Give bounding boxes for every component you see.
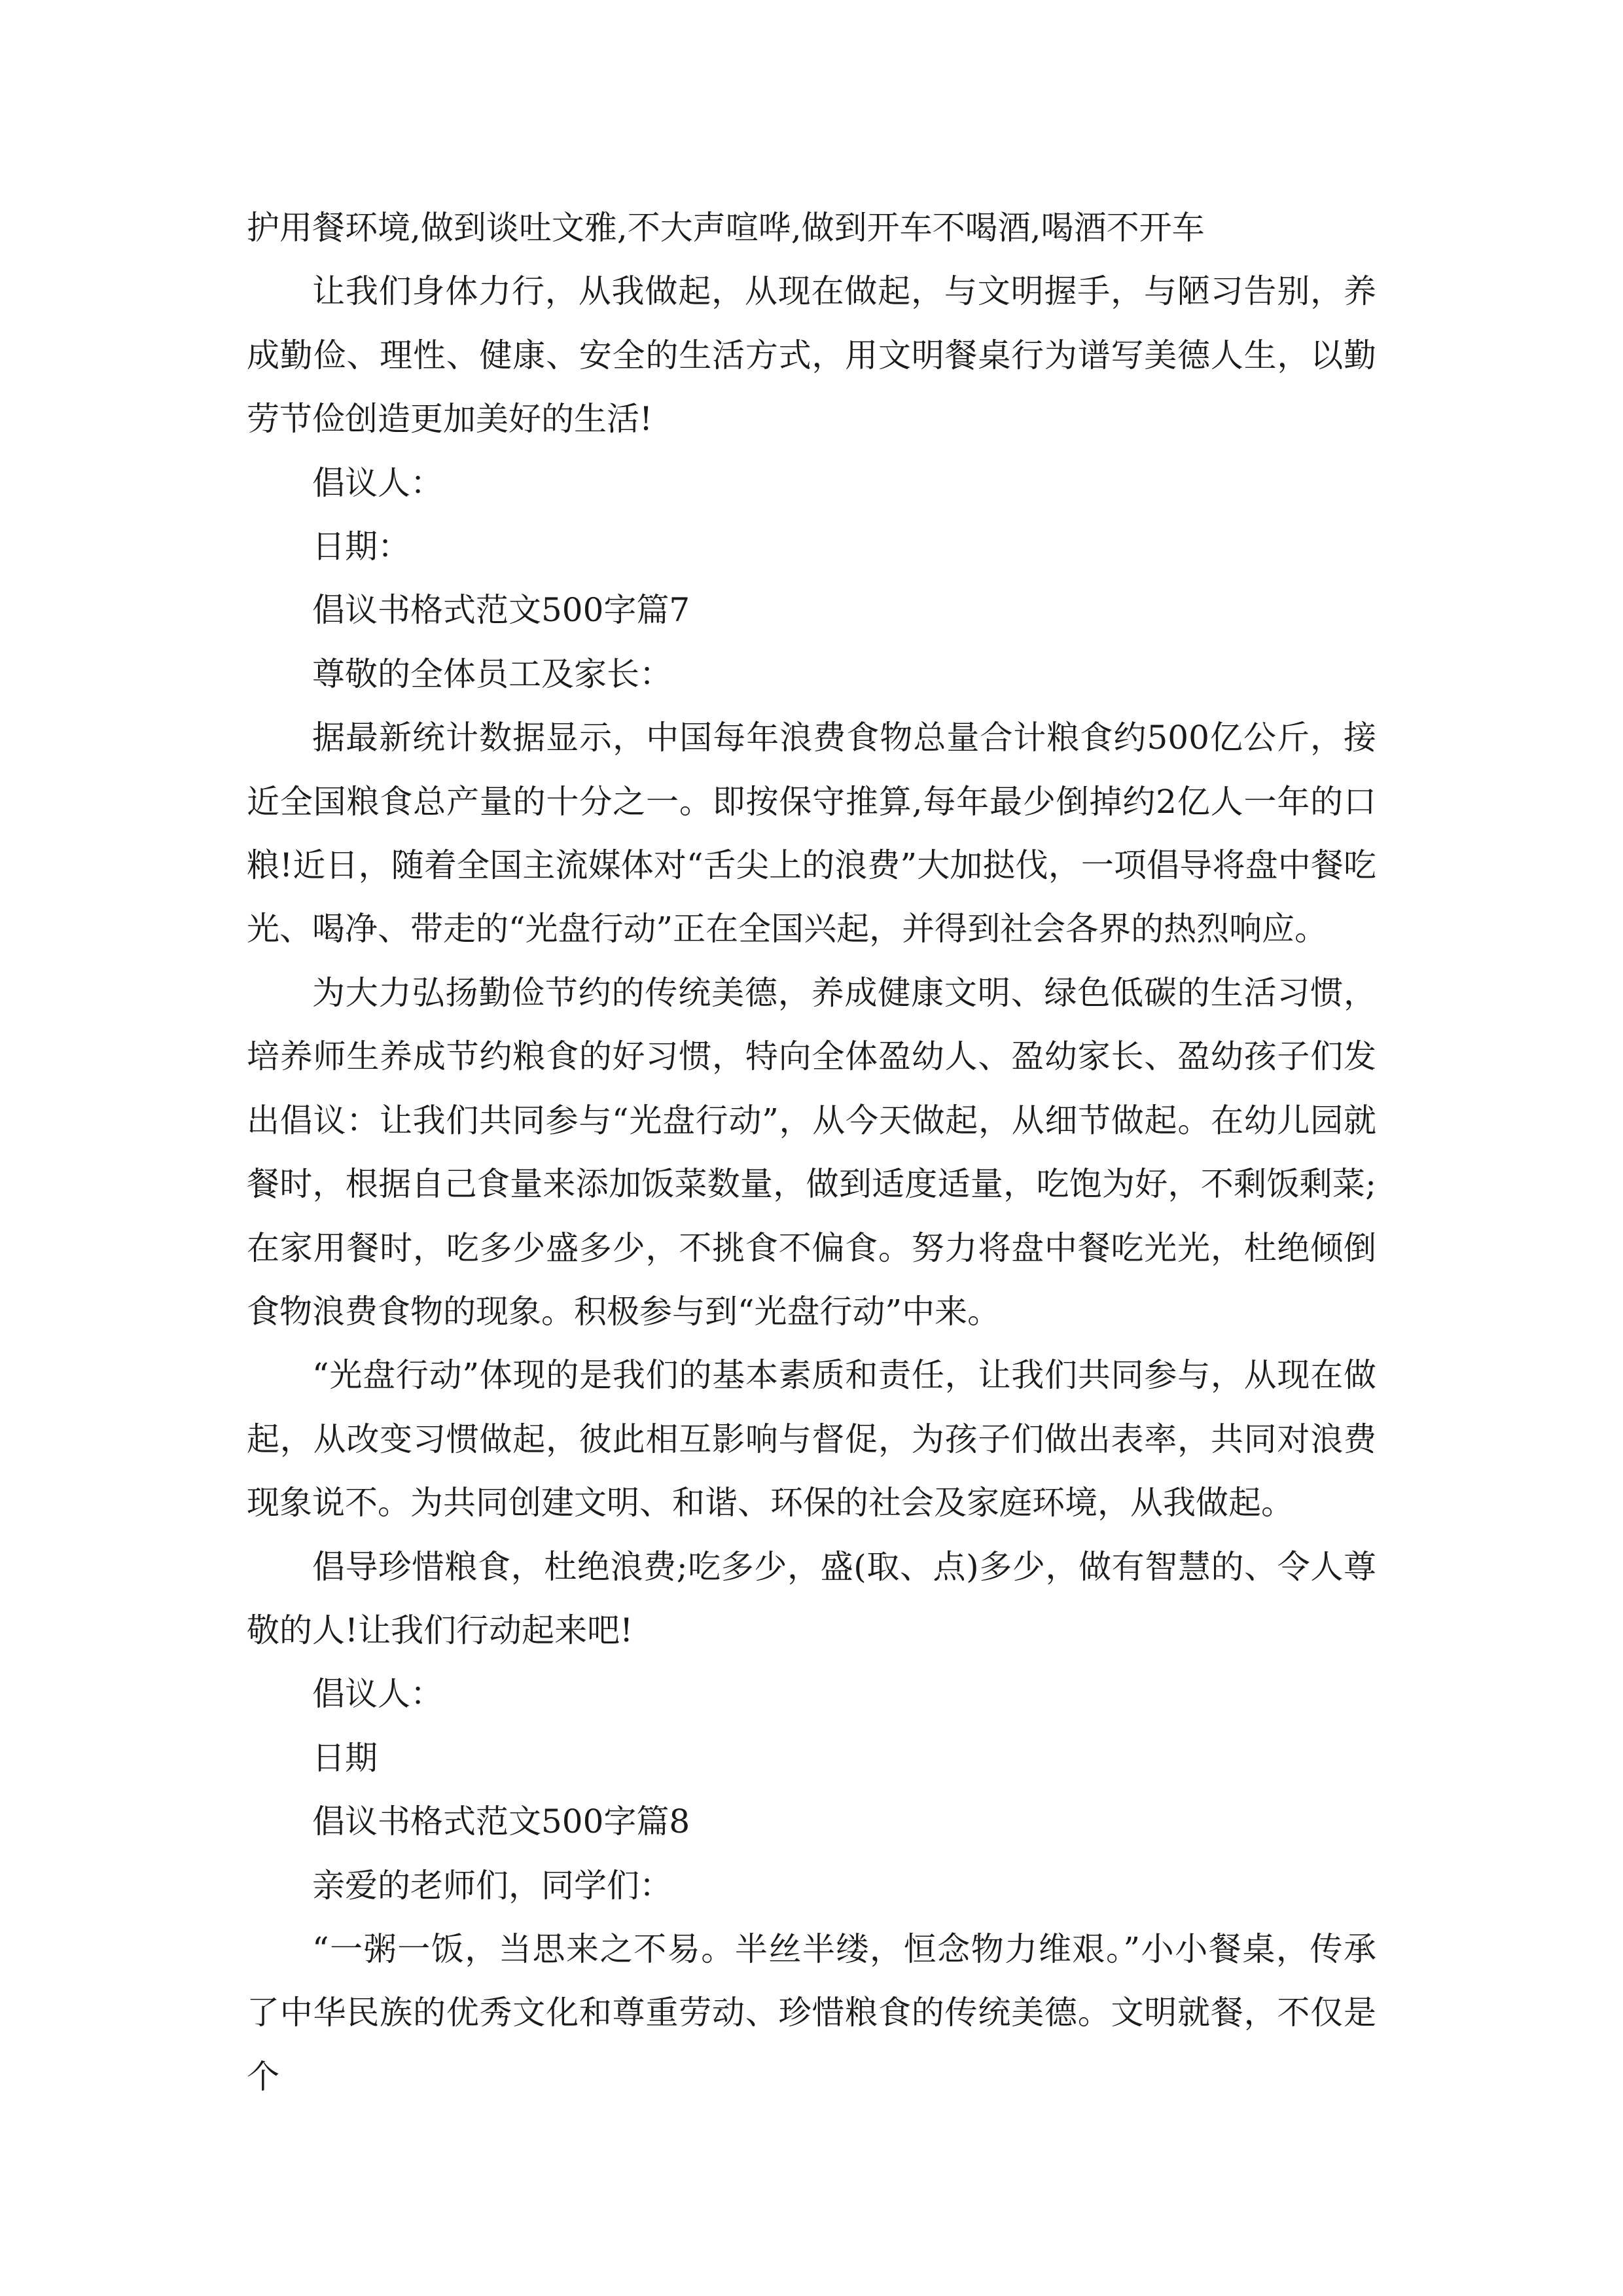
paragraph-proposal: 为大力弘扬勤俭节约的传统美德，养成健康文明、绿色低碳的生活习惯，培养师生养成节约粮食的好习惯，特向全体盈幼人、盈幼家长、盈幼孩子们发出倡议：让我们共同参与“光盘行动”，从今天做起，从细节做起。在幼儿园就餐时，根据自己食量来添加饭菜数量，做到适度适量，吃饱为好，不剩饭剩菜;在家用餐时，吃多少盛多少，不挑食不偏食。努力将盘中餐吃光光，杜绝倾倒食物浪费食物的现象。积极参与到“光盘行动”中来。 xyxy=(247,973,1376,1331)
signature-proposer-label: 倡议人： xyxy=(312,463,443,502)
paragraph-responsibility: “光盘行动”体现的是我们的基本素质和责任，让我们共同参与，从现在做起，从改变习惯做起，彼此相互影响与督促，为孩子们做出表率，共同对浪费现象说不。为共同创建文明、和谐、环保的社会及家庭环境，从我做起。 xyxy=(247,1356,1376,1522)
signature-proposer-label-7: 倡议人： xyxy=(312,1675,443,1713)
paragraph-continuation: 护用餐环境,做到谈吐文雅,不大声喧哗,做到开车不喝酒,喝酒不开车 xyxy=(247,209,1205,247)
paragraph-statistics: 据最新统计数据显示，中国每年浪费食物总量合计粮食约500亿公斤，接近全国粮食总产量的十分之一。即按保守推算,每年最少倒掉约2亿人一年的口粮!近日，随着全国主流媒体对“舌尖上的浪费”大加挞伐，一项倡导将盘中餐吃光、喝净、带走的“光盘行动”正在全国兴起，并得到社会各界的热烈响应。 xyxy=(247,719,1376,948)
section-heading-7: 倡议书格式范文500字篇7 xyxy=(312,591,690,630)
paragraph-call-to-action: 倡导珍惜粮食，杜绝浪费;吃多少，盛(取、点)多少，做有智慧的、令人尊敬的人!让我们行动起来吧! xyxy=(247,1547,1376,1649)
salutation-8: 亲爱的老师们，同学们： xyxy=(312,1866,672,1905)
signature-date-label: 日期： xyxy=(312,528,410,566)
salutation-7: 尊敬的全体员工及家长： xyxy=(312,655,672,693)
paragraph-closing-appeal: 让我们身体力行，从我做起，从现在做起，与文明握手，与陋习告别，养成勤俭、理性、健康、安全的生活方式，用文明餐桌行为谱写美德人生，以勤劳节俭创造更加美好的生活! xyxy=(247,272,1376,439)
paragraph-opening-quote: “一粥一饭，当思来之不易。半丝半缕，恒念物力维艰。”小小餐桌，传承了中华民族的优秀文化和尊重劳动、珍惜粮食的传统美德。文明就餐，不仅是个 xyxy=(247,1929,1376,2096)
section-heading-8: 倡议书格式范文500字篇8 xyxy=(312,1803,690,1841)
signature-date-label-7: 日期 xyxy=(312,1738,378,1777)
document-body xyxy=(247,196,1376,2109)
